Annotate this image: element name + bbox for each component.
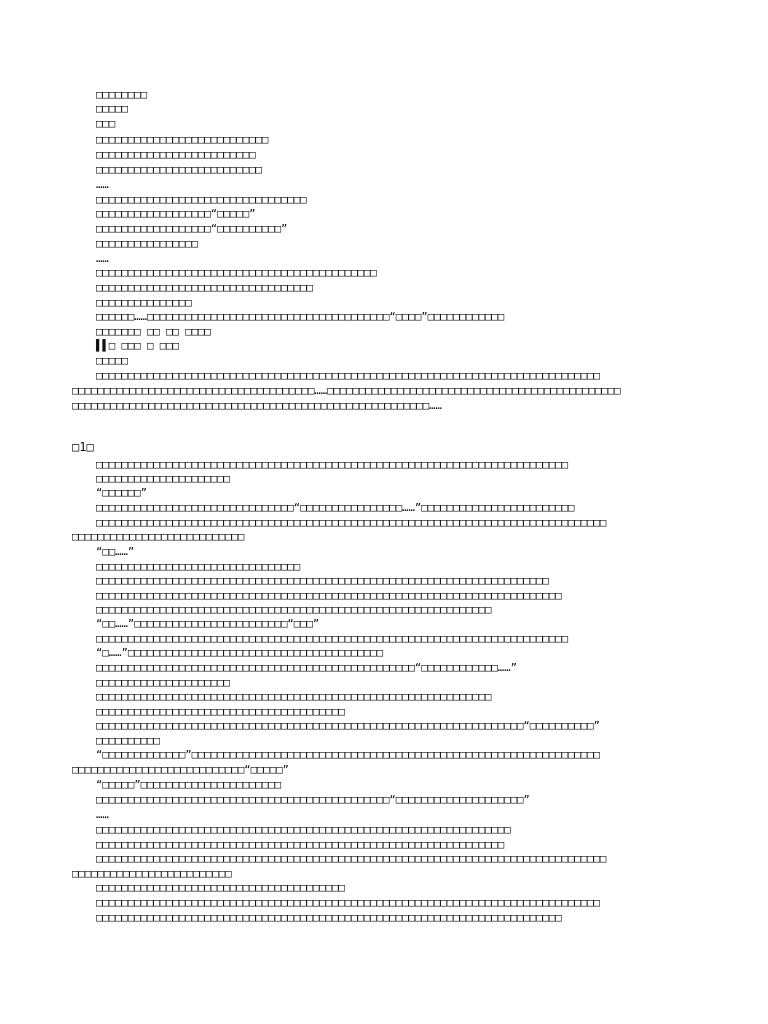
chapter-line: □□□□□□□□□□□□□□□□□□□□□□□□□□□□□□□□□□□□□□□ [96, 706, 345, 718]
chapter-line: □□□□□□□□□□□□□□□□□□□□□□□□□□□□□□□□ [96, 561, 301, 573]
intro-line: □□□□□□……□□□□□□□□□□□□□□□□□□□□□□□□□□□□□□□□□□□□□□“□□□□”□□□□□□□□□□□□ [96, 311, 505, 323]
chapter-line: “□□……” [96, 546, 135, 558]
chapter-line: □□□□□□□□□□□□□□□□□□□□□□□□□□□□□□□□□□□□□□□ [96, 882, 345, 894]
chapter-line: □□□□□□□□□□□□□□□□□□□□□□□□□□□ [72, 531, 245, 543]
chapter-line: □□□□□□□□□□□□□□□□□□□□□□□□□□□□□□□□□□□□□□□□□□□□□□□□□□□□□□□□□□□□□□□□□□□□□□□□□□□□□□□ [96, 897, 600, 909]
intro-line: □□□□□ [96, 355, 128, 367]
intro-line: □□□□□□□□□□□□□□□□□□□□□□□□□□□□□□□□□□□□□□□□□□□□ [96, 267, 377, 279]
intro-line: □□□□□□□□□□□□□□□□□□“□□□□□” [96, 208, 256, 220]
chapter-line: □□□□□□□□□□□□□□□□□□□□□ [96, 473, 230, 485]
chapter-line: □□□□□□□□□□□□□□□□□□□□□ [96, 677, 230, 689]
intro-line: …… [96, 253, 109, 265]
chapter-line: □□□□□□□□□□□□□□□□□□□□□□□□□□□□□□□□□□□□□□□□□□□□□□□□□□□□□□□□□□□□□□□□□□□□□□□□□□ [96, 459, 568, 471]
chapter-line: □□□□□□□□□□□□□□□□□□□□□□□□□□□□□□□□□□□□□□□□□□□□□□□□□□□□□□□□□□□□□□□□□□□□□□□□□ [96, 912, 562, 924]
chapter-heading: □1□ [72, 440, 94, 454]
chapter-line: “□□□□□□□□□□□□□”□□□□□□□□□□□□□□□□□□□□□□□□□□□□□□□□□□□□□□□□□□□□□□□□□□□□□□□□□□□□□□□□ [96, 749, 600, 761]
intro-line: □□□□□□□□□□□□□□□□□□□□□□□□□□ [96, 164, 262, 176]
chapter-line: “□□□□□□” [96, 487, 148, 499]
intro-line: □□□□□□□ □□ □□ □□□□ [96, 326, 211, 338]
chapter-line: □□□□□□□□□□□□□□□□□□□□□□□□□□□“□□□□□” [72, 764, 289, 776]
chapter-line: □□□□□□□□□□□□□□□□□□□□□□□□□□□□□□□□□□□□□□□□□□□□□□□□□□□□□□□□□□□□□□□□□□□“□□□□□□□□□□” [96, 720, 600, 732]
chapter-line: □□□□□□□□□□□□□□□□□□□□□□□□□ [72, 868, 232, 880]
intro-line: ▌▌□ □□□ □ □□□ [96, 340, 179, 352]
intro-line: □□□ [96, 118, 116, 130]
chapter-line: …… [96, 809, 109, 821]
intro-line: □□□□□ [96, 103, 128, 115]
chapter-line: □□□□□□□□□□□□□□□□□□□□□□□□□□□□□□□□□□□□□□□□□□□□□□□□□□□□□□□□□□□□□□□□□□□□□□□ [96, 575, 549, 587]
chapter-line: □□□□□□□□□□□□□□□□□□□□□□□□□□□□□□□□□□□□□□□□□□□□□□□□□□□□□□□□□□□□□□□□□ [96, 824, 511, 836]
chapter-line: □□□□□□□□□□□□□□□□□□□□□□□□□□□□□□□□□□□□□□□□□□□□□□“□□□□□□□□□□□□□□□□□□□□” [96, 794, 530, 806]
chapter-line: □□□□□□□□□□□□□□□□□□□□□□□□□□□□□□□□□□□□□□□□□□□□□□□□□□□□□□□□□□□□□□□□□□□□□□□□□□□□□□□□ [96, 517, 607, 529]
intro-line: □□□□□□□□□□□□□□□ [96, 297, 192, 309]
intro-line: □□□□□□□□□□□□□□□□ [96, 238, 199, 250]
chapter-line: “□……”□□□□□□□□□□□□□□□□□□□□□□□□□□□□□□□□□□□□□□□□ [96, 647, 384, 659]
chapter-line: “□□□□□”□□□□□□□□□□□□□□□□□□□□□□ [96, 779, 281, 791]
chapter-line: □□□□□□□□□□□□□□□□□□□□□□□□□□□□□□□□□□□□□□□□□□□□□□□□□□□□□□□□□□□□□□ [96, 604, 492, 616]
chapter-line: □□□□□□□□□□□□□□□□□□□□□□□□□□□□□□□□□□□□□□□□□□□□□□□□□□“□□□□□□□□□□□□……” [96, 662, 517, 674]
intro-line: …… [96, 179, 109, 191]
intro-line: □□□□□□□□□□□□□□□□□□□□□□□□□ [96, 149, 256, 161]
intro-paragraph-line: □□□□□□□□□□□□□□□□□□□□□□□□□□□□□□□□□□□□□□……□□□□□□□□□□□□□□□□□□□□□□□□□□□□□□□□□□□□□□□□□□□□□□ [72, 385, 621, 397]
intro-line: □□□□□□□□□□□□□□□□□□“□□□□□□□□□□” [96, 223, 288, 235]
chapter-line: □□□□□□□□□□ [96, 735, 160, 747]
chapter-line: □□□□□□□□□□□□□□□□□□□□□□□□□□□□□□□□□□□□□□□□□□□□□□□□□□□□□□□□□□□□□□□□□□□□□□□□□□ [96, 633, 568, 645]
intro-line: □□□□□□□□□□□□□□□□□□□□□□□□□□□□□□□□□□ [96, 282, 313, 294]
chapter-line: □□□□□□□□□□□□□□□□□□□□□□□□□□□□□□□□□□□□□□□□□□□□□□□□□□□□□□□□□□□□□□□□□□□□□□□□□ [96, 590, 562, 602]
intro-line: □□□□□□□□□□□□□□□□□□□□□□□□□□□ [96, 134, 269, 146]
intro-paragraph-line: □□□□□□□□□□□□□□□□□□□□□□□□□□□□□□□□□□□□□□□□□□□□□□□□□□□□□□□□□□□□□□□□□□□□□□□□□□□□□□□ [96, 370, 600, 382]
intro-line: □□□□□□□□ [96, 89, 148, 101]
chapter-line: □□□□□□□□□□□□□□□□□□□□□□□□□□□□□□□□□□□□□□□□□□□□□□□□□□□□□□□□□□□□□□□□ [96, 839, 505, 851]
chapter-line: □□□□□□□□□□□□□□□□□□□□□□□□□□□□□□□□□□□□□□□□□□□□□□□□□□□□□□□□□□□□□□ [96, 691, 492, 703]
chapter-line: □□□□□□□□□□□□□□□□□□□□□□□□□□□□□□□“□□□□□□□□□□□□□□□□……”□□□□□□□□□□□□□□□□□□□□□□□□ [96, 502, 575, 514]
intro-paragraph-line: □□□□□□□□□□□□□□□□□□□□□□□□□□□□□□□□□□□□□□□□□□□□□□□□□□□□□□□□…… [72, 400, 442, 412]
intro-line: □□□□□□□□□□□□□□□□□□□□□□□□□□□□□□□□□ [96, 194, 307, 206]
chapter-line: □□□□□□□□□□□□□□□□□□□□□□□□□□□□□□□□□□□□□□□□□□□□□□□□□□□□□□□□□□□□□□□□□□□□□□□□□□□□□□□□ [96, 853, 607, 865]
chapter-line: “□□……”□□□□□□□□□□□□□□□□□□□□□□□□“□□□” [96, 618, 320, 630]
